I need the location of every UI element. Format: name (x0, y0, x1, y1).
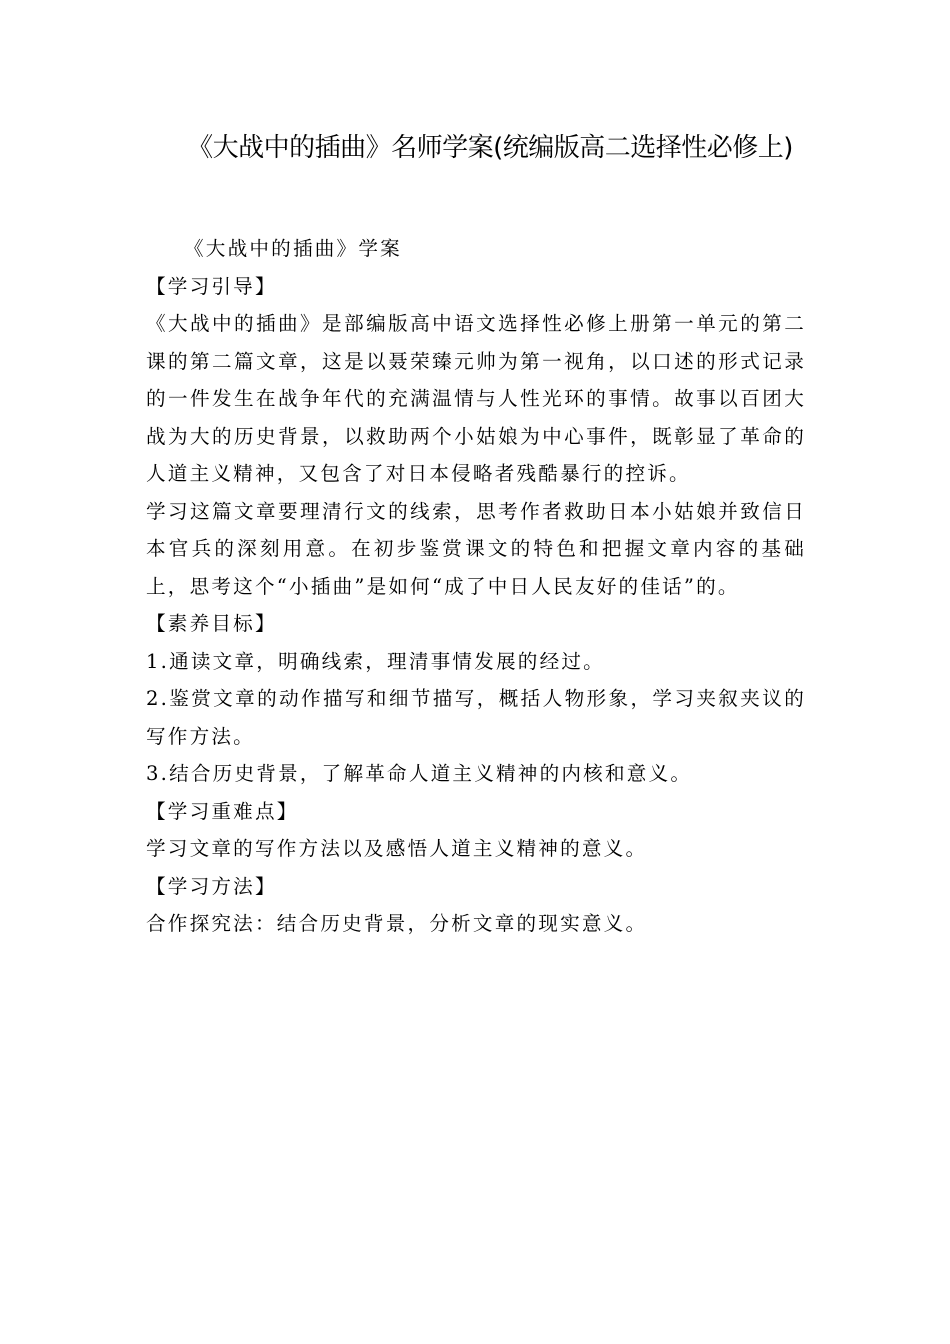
document-title: 《大战中的插曲》名师学案(统编版高二选择性必修上) (187, 133, 793, 163)
section-heading-goals: 【素养目标】 (146, 612, 277, 635)
guide-paragraph-1: 《大战中的插曲》是部编版高中语文选择性必修上册第一单元的第二课的第二篇文章，这是以聂荣臻元帅为第一视角，以口述的形式记录的一件发生在战争年代的充满温情与人性光环的事情。故事以百团大战为大的历史背景，以救助两个小姑娘为中心事件，既彰显了革命的人道主义精神，又包含了对日本侵略者残酷暴行的控诉。 (146, 312, 806, 485)
method-text: 合作探究法：结合历史背景，分析文章的现实意义。 (146, 912, 648, 935)
guide-paragraph-2: 学习这篇文章要理清行文的线索，思考作者救助日本小姑娘并致信日本官兵的深刻用意。在初步鉴赏课文的特色和把握文章内容的基础上，思考这个“小插曲”是如何“成了中日人民友好的佳话”的。 (146, 499, 806, 598)
document-subtitle: 《大战中的插曲》学案 (184, 237, 402, 260)
difficulty-text: 学习文章的写作方法以及感悟人道主义精神的意义。 (146, 837, 648, 860)
section-heading-guide: 【学习引导】 (146, 274, 277, 298)
document-body (146, 230, 806, 943)
goal-item-1: 1.通读文章，明确线索，理清事情发展的经过。 (146, 649, 605, 673)
goal-item-3: 3.结合历史背景，了解革命人道主义精神的内核和意义。 (146, 762, 693, 785)
section-heading-method: 【学习方法】 (146, 874, 277, 898)
section-heading-difficulty: 【学习重难点】 (146, 799, 299, 823)
goal-item-2: 2.鉴赏文章的动作描写和细节描写，概括人物形象，学习夹叙夹议的写作方法。 (146, 687, 806, 748)
